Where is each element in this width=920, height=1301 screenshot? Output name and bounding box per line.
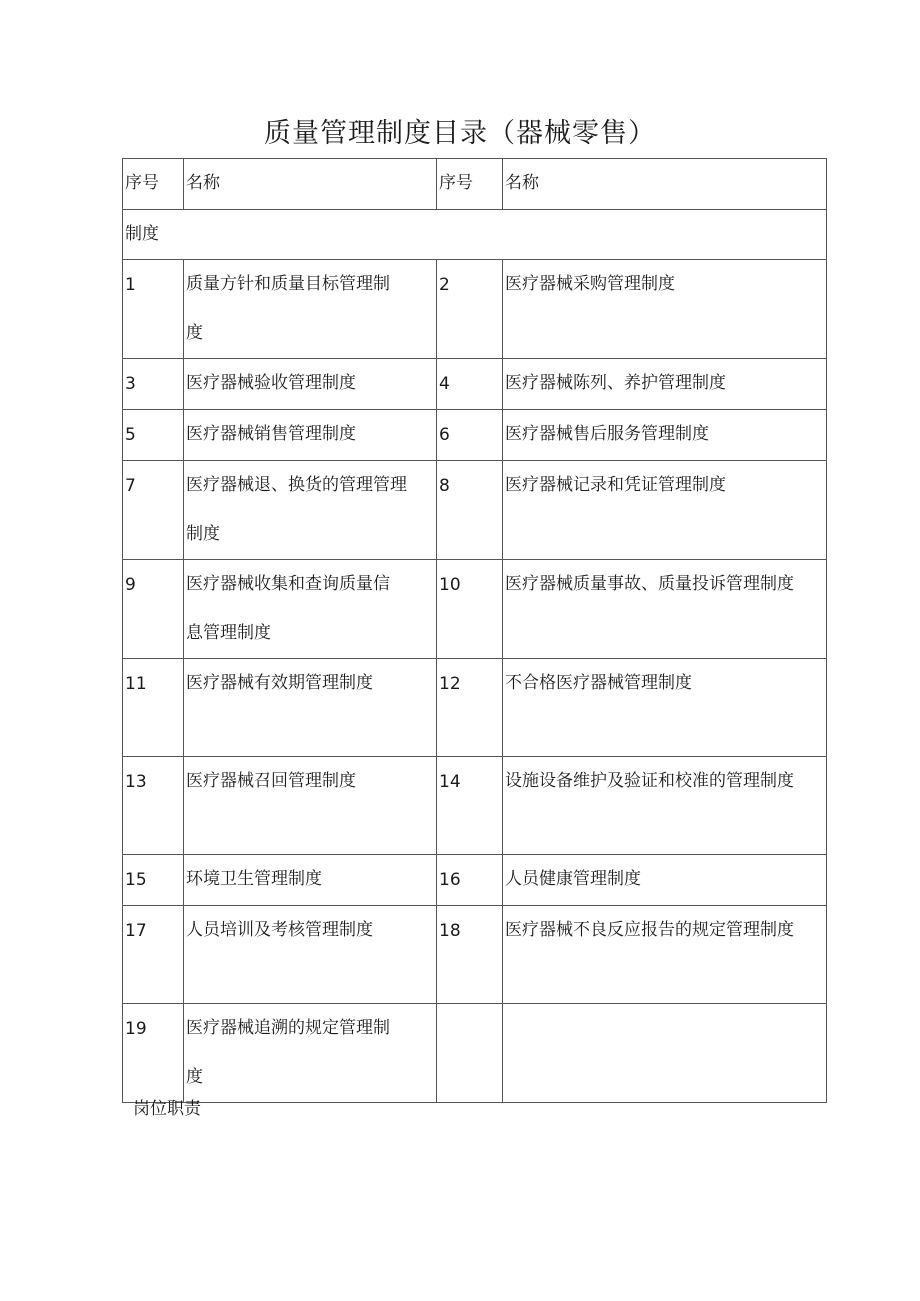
row-name-text: 医疗器械验收管理制度 [186,373,356,393]
row-name [184,560,437,659]
table-header-row [123,159,827,210]
header-serial-number-2: 序号 [437,159,503,210]
row-serial-2: 18 [437,906,503,1004]
header-serial-number: 序号 [123,159,184,210]
row-serial: 7 [123,461,184,560]
row-serial-2: 6 [437,410,503,461]
section-row [123,210,827,260]
table-row [123,906,827,1004]
row-name-text: 医疗器械追溯的规定管理制度 [186,1018,390,1087]
row-serial: 5 [123,410,184,461]
row-name [184,659,437,757]
row-name-2-text: 医疗器械记录和凭证管理制度 [505,475,726,495]
table-row [123,410,827,461]
row-serial: 15 [123,855,184,906]
row-name-2 [503,260,827,359]
row-serial: 11 [123,659,184,757]
row-name-text: 医疗器械销售管理制度 [186,424,356,444]
row-name-2 [503,757,827,855]
row-serial-2: 12 [437,659,503,757]
row-serial-2: 8 [437,461,503,560]
row-name-text: 医疗器械收集和查询质量信息管理制度 [186,574,390,643]
section-heading-job-responsibilities: 岗位职责 [133,1099,201,1119]
header-name: 名称 [184,159,437,210]
row-serial-2: 14 [437,757,503,855]
table-row [123,757,827,855]
row-serial: 9 [123,560,184,659]
row-serial: 17 [123,906,184,1004]
row-name-2-text: 不合格医疗器械管理制度 [505,673,692,693]
header-name-2: 名称 [503,159,827,210]
row-name-2-text: 医疗器械售后服务管理制度 [505,424,709,444]
table-row [123,560,827,659]
row-name-2 [503,855,827,906]
row-name-2-text: 设施设备维护及验证和校准的管理制度 [505,771,794,791]
row-serial: 3 [123,359,184,410]
row-name-text: 医疗器械召回管理制度 [186,771,356,791]
row-name-2-text: 医疗器械采购管理制度 [505,274,675,294]
row-name-text: 环境卫生管理制度 [186,869,322,889]
row-name [184,410,437,461]
row-name [184,260,437,359]
table-row [123,461,827,560]
row-serial: 19 [123,1004,184,1103]
row-name [184,359,437,410]
row-name-2-text: 医疗器械不良反应报告的规定管理制度 [505,920,794,940]
row-serial-2: 10 [437,560,503,659]
row-name-2-text: 医疗器械陈列、养护管理制度 [505,373,726,393]
row-serial: 1 [123,260,184,359]
row-serial-2: 4 [437,359,503,410]
section-label: 制度 [123,210,827,260]
table-row [123,855,827,906]
table-row [123,1004,827,1103]
row-name-text: 医疗器械有效期管理制度 [186,673,373,693]
row-name-text: 质量方针和质量目标管理制度 [186,274,390,343]
table-row [123,659,827,757]
row-name-text: 人员培训及考核管理制度 [186,920,373,940]
row-name-2 [503,560,827,659]
row-name-text: 医疗器械退、换货的管理管理制度 [186,475,407,544]
row-serial-2: 16 [437,855,503,906]
row-name [184,757,437,855]
row-name-2-text: 人员健康管理制度 [505,869,641,889]
row-name-2 [503,461,827,560]
regulation-catalog-table [122,158,827,1103]
row-name [184,1004,437,1103]
row-name-2 [503,410,827,461]
page-title: 质量管理制度目录（器械零售） [264,118,656,149]
row-name [184,461,437,560]
row-name [184,906,437,1004]
table-row [123,260,827,359]
row-serial-2 [437,1004,503,1103]
row-name-2 [503,359,827,410]
row-serial-2: 2 [437,260,503,359]
row-name-2-text: 医疗器械质量事故、质量投诉管理制度 [505,574,794,594]
table-row [123,359,827,410]
row-name [184,855,437,906]
row-name-2 [503,906,827,1004]
row-name-2 [503,659,827,757]
row-serial: 13 [123,757,184,855]
row-name-2 [503,1004,827,1103]
